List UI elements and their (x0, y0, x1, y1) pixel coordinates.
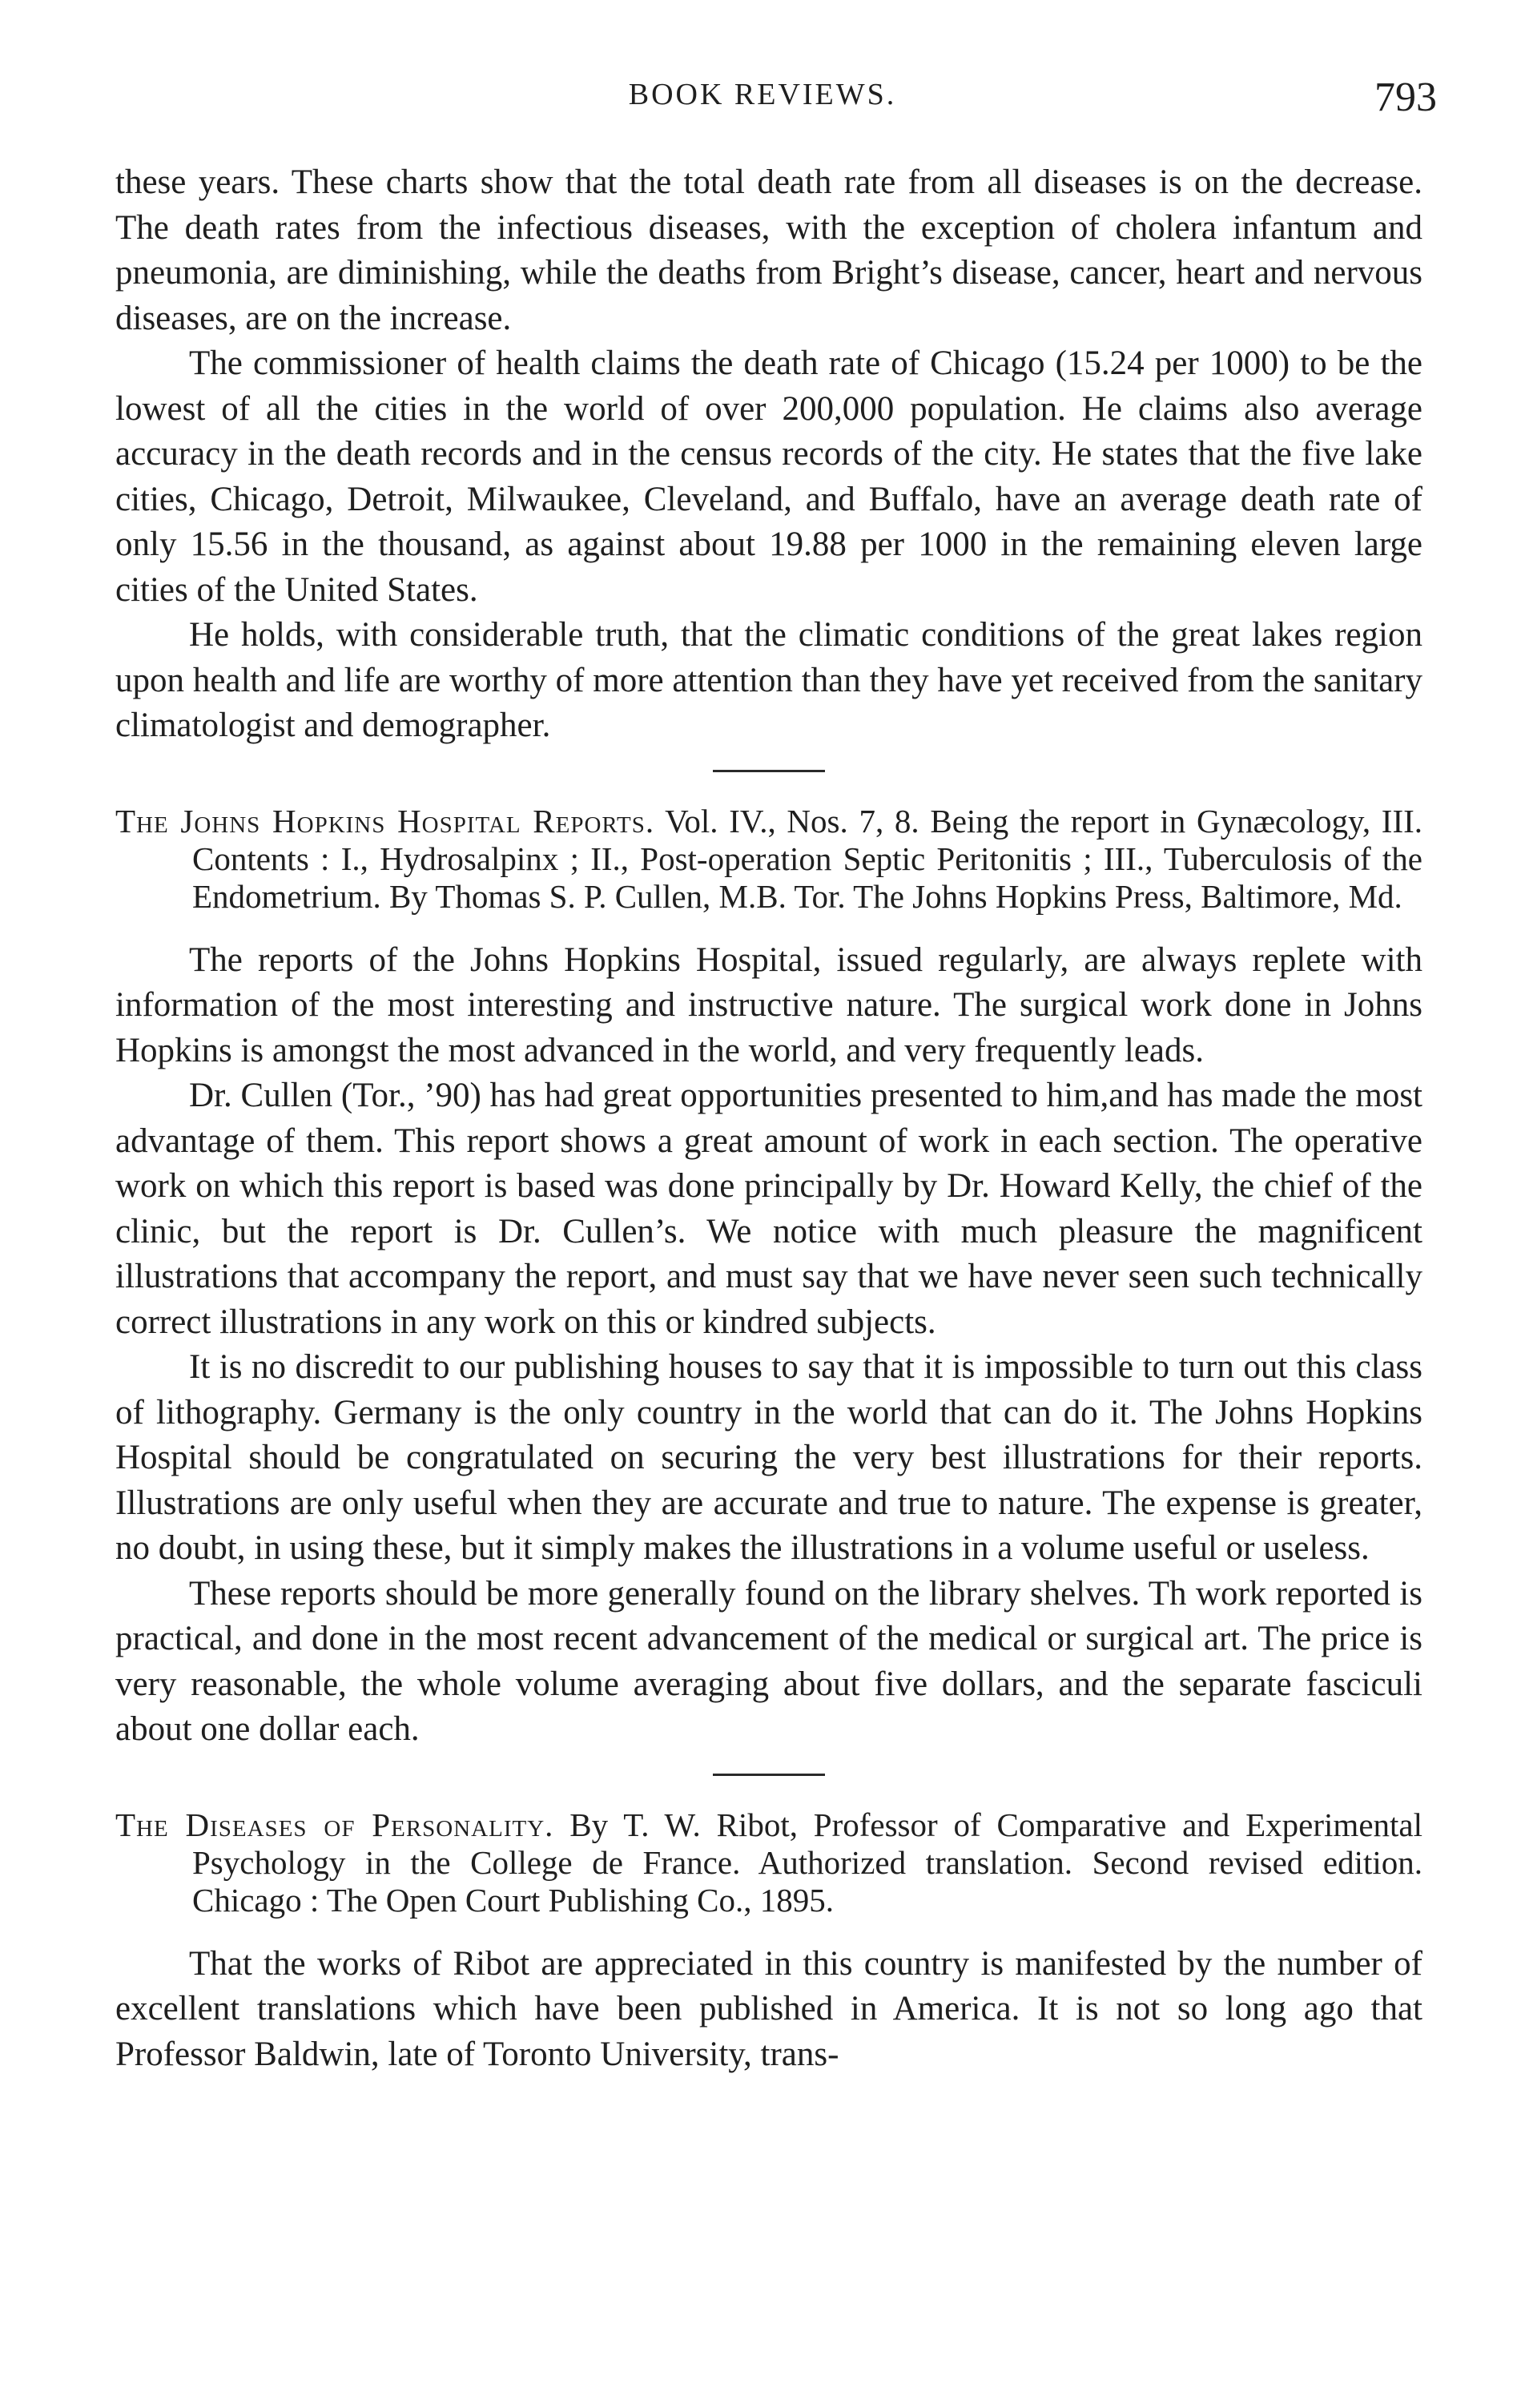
section-divider (713, 1774, 825, 1776)
review-details: Vol. IV., Nos. 7, 8. Being the report in Gynæcology, III. Contents : I., Hydrosalpinx ; II., Post-operation Septic Peritonitis ; III., Tuberculosis of the Endometrium. By Thomas S. P. Cullen, M.B. Tor. The Johns Hopkins Press, Baltimore, Md. (192, 802, 1423, 915)
paragraph-continued: these years. These charts show that the total death rate from all diseases is on the decrease. The death rates from the infectious diseases, with the exception of cholera infantum and pneumonia, are diminishing, while the deaths from Bright’s disease, cancer, heart and nervous diseases, are on the increase. (115, 163, 1422, 337)
review-title: The Diseases of Personality. (115, 1806, 554, 1843)
review-paragraph: These reports should be more generally found on the library shelves. Th work reported is practical, and done in the most recent advancement of the medical or surgical art. The price is very reasonable, the whole volume averaging about five dollars, and the separate fasciculi about one dollar each. (115, 1574, 1422, 1748)
page-body (115, 160, 1422, 2077)
review-citation-diseases-of-personality (115, 1806, 1422, 1919)
paragraph-climatic-conditions: He holds, with considerable truth, that the climatic conditions of the great lakes region upon health and life are worthy of more attention than they have yet received from the sanitary climatologist and demographer. (115, 616, 1422, 744)
review-paragraph: It is no discredit to our publishing houses to say that it is impossible to turn out this class of lithography. Germany is the only country in the world that can do it. The Johns Hopkins Hospital should be congratulated on securing the very best illustrations for their reports. Illustrations are only useful when they are accurate and true to nature. The expense is greater, no doubt, in using these, but it simply makes the illustrations in a volume useful or useless. (115, 1348, 1422, 1567)
review-citation-johns-hopkins (115, 803, 1422, 916)
page-header (0, 74, 1525, 122)
review-details: By T. W. Ribot, Professor of Comparative and Experimental Psychology in the College de France. Authorized translation. Second revised edition. Chicago : The Open Court Publishing Co., 1895. (192, 1806, 1422, 1919)
review-paragraph: The reports of the Johns Hopkins Hospital, issued regularly, are always replete with information of the most interesting and instructive nature. The surgical work done in Johns Hopkins is amongst the most advanced in the world, and very frequently leads. (115, 940, 1422, 1069)
section-divider (713, 770, 825, 772)
page-number: 793 (1374, 74, 1437, 120)
paragraph-health-commissioner: The commissioner of health claims the death rate of Chicago (15.24 per 1000) to be the lowest of all the cities in the world of over 200,000 population. He claims also average accuracy in the death records and in the census records of the city. He states that the five lake cities, Chicago, Detroit, Milwaukee, Cleveland, and Buffalo, have an average death rate of only 15.56 in the thousand, as against about 19.88 per 1000 in the remaining eleven large cities of the United States. (115, 344, 1422, 609)
review-paragraph: Dr. Cullen (Tor., ’90) has had great opportunities presented to him,and has made the most advantage of them. This report shows a great amount of work in each section. The operative work on which this report is based was done principally by Dr. Howard Kelly, the chief of the clinic, but the report is Dr. Cullen’s. We notice with much pleasure the magnificent illustrations that accompany the report, and must say that we have never seen such technically correct illustrations in any work on this or kindred subjects. (115, 1077, 1422, 1341)
review-paragraph: That the works of Ribot are appreciated in this country is manifested by the number of excellent translations which have been published in America. It is not so long ago that Professor Baldwin, late of Toronto University, trans- (115, 1944, 1422, 2073)
review-title: The Johns Hopkins Hospital Reports. (115, 802, 655, 840)
running-head: BOOK REVIEWS. (628, 78, 897, 111)
